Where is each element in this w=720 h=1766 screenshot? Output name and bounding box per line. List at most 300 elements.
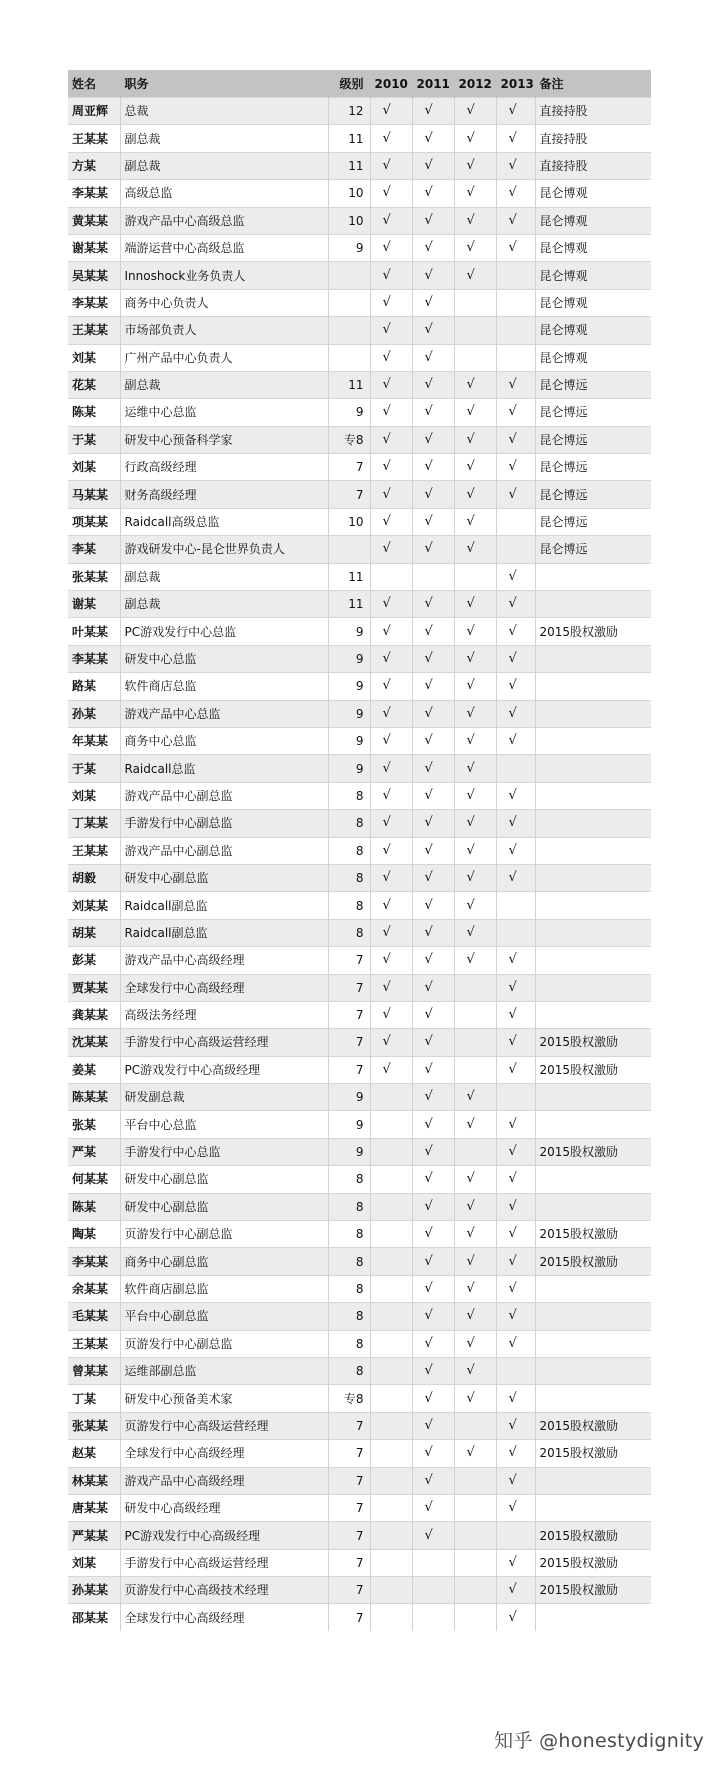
cell-2012 bbox=[454, 1522, 496, 1549]
cell-2012: √ bbox=[454, 262, 496, 289]
header-title: 职务 bbox=[120, 70, 328, 98]
cell-2013: √ bbox=[496, 234, 535, 261]
cell-level: 7 bbox=[328, 1522, 370, 1549]
cell-title: 全球发行中心高级经理 bbox=[120, 974, 328, 1001]
cell-2011: √ bbox=[412, 262, 454, 289]
cell-note: 昆仑博观 bbox=[535, 344, 651, 371]
cell-note bbox=[535, 591, 651, 618]
cell-2012: √ bbox=[454, 673, 496, 700]
cell-level: 8 bbox=[328, 1193, 370, 1220]
cell-note bbox=[535, 892, 651, 919]
cell-title: 游戏产品中心副总监 bbox=[120, 837, 328, 864]
cell-note bbox=[535, 1494, 651, 1521]
cell-name: 孙某某 bbox=[68, 1577, 120, 1604]
cell-title: 软件商店总监 bbox=[120, 673, 328, 700]
table-row bbox=[68, 1522, 651, 1549]
cell-note bbox=[535, 645, 651, 672]
cell-note bbox=[535, 1330, 651, 1357]
cell-level bbox=[328, 289, 370, 316]
cell-name: 王某某 bbox=[68, 125, 120, 152]
cell-title: 页游发行中心副总监 bbox=[120, 1330, 328, 1357]
cell-2011: √ bbox=[412, 1138, 454, 1165]
cell-2012: √ bbox=[454, 919, 496, 946]
cell-2013: √ bbox=[496, 1330, 535, 1357]
cell-2012: √ bbox=[454, 426, 496, 453]
cell-2010: √ bbox=[370, 919, 412, 946]
cell-2011: √ bbox=[412, 591, 454, 618]
cell-title: 商务中心负责人 bbox=[120, 289, 328, 316]
cell-note bbox=[535, 1604, 651, 1631]
cell-level: 9 bbox=[328, 1138, 370, 1165]
cell-2010: √ bbox=[370, 508, 412, 535]
table-row bbox=[68, 810, 651, 837]
employee-table bbox=[68, 70, 651, 1631]
cell-2010 bbox=[370, 563, 412, 590]
table-row bbox=[68, 1303, 651, 1330]
cell-name: 姜某 bbox=[68, 1056, 120, 1083]
cell-2013: √ bbox=[496, 1385, 535, 1412]
cell-2011: √ bbox=[412, 864, 454, 891]
cell-level: 8 bbox=[328, 837, 370, 864]
cell-title: 手游发行中心高级运营经理 bbox=[120, 1029, 328, 1056]
table-row bbox=[68, 1330, 651, 1357]
cell-name: 王某某 bbox=[68, 1330, 120, 1357]
cell-note: 2015股权激励 bbox=[535, 1412, 651, 1439]
cell-note: 昆仑博观 bbox=[535, 289, 651, 316]
cell-name: 路某 bbox=[68, 673, 120, 700]
cell-note bbox=[535, 673, 651, 700]
cell-2011: √ bbox=[412, 207, 454, 234]
cell-2011: √ bbox=[412, 1385, 454, 1412]
cell-2012: √ bbox=[454, 152, 496, 179]
cell-level: 8 bbox=[328, 810, 370, 837]
cell-2012: √ bbox=[454, 618, 496, 645]
cell-2013: √ bbox=[496, 1166, 535, 1193]
cell-2012 bbox=[454, 1494, 496, 1521]
cell-note: 2015股权激励 bbox=[535, 1549, 651, 1576]
cell-2011: √ bbox=[412, 837, 454, 864]
table-row bbox=[68, 919, 651, 946]
cell-name: 黄某某 bbox=[68, 207, 120, 234]
cell-name: 孙某 bbox=[68, 700, 120, 727]
cell-name: 谢某 bbox=[68, 591, 120, 618]
cell-2011: √ bbox=[412, 125, 454, 152]
cell-level: 9 bbox=[328, 673, 370, 700]
cell-2011: √ bbox=[412, 481, 454, 508]
cell-2013: √ bbox=[496, 947, 535, 974]
cell-2010 bbox=[370, 1138, 412, 1165]
cell-title: 行政高级经理 bbox=[120, 454, 328, 481]
table-row bbox=[68, 1275, 651, 1302]
cell-2012: √ bbox=[454, 1084, 496, 1111]
cell-name: 吴某某 bbox=[68, 262, 120, 289]
cell-note bbox=[535, 1467, 651, 1494]
cell-2010: √ bbox=[370, 399, 412, 426]
cell-level: 7 bbox=[328, 1494, 370, 1521]
cell-2010 bbox=[370, 1193, 412, 1220]
cell-name: 胡某 bbox=[68, 919, 120, 946]
cell-note: 直接持股 bbox=[535, 125, 651, 152]
cell-2011: √ bbox=[412, 1001, 454, 1028]
cell-title: Raidcall副总监 bbox=[120, 892, 328, 919]
cell-level: 9 bbox=[328, 399, 370, 426]
table-row bbox=[68, 1138, 651, 1165]
cell-level: 8 bbox=[328, 782, 370, 809]
cell-name: 毛某某 bbox=[68, 1303, 120, 1330]
cell-level: 专8 bbox=[328, 1385, 370, 1412]
cell-level: 8 bbox=[328, 1166, 370, 1193]
cell-2010: √ bbox=[370, 1056, 412, 1083]
cell-2012: √ bbox=[454, 1275, 496, 1302]
cell-2012 bbox=[454, 1604, 496, 1631]
table-row bbox=[68, 591, 651, 618]
cell-2013: √ bbox=[496, 1001, 535, 1028]
cell-2013: √ bbox=[496, 207, 535, 234]
cell-2013: √ bbox=[496, 426, 535, 453]
cell-2013 bbox=[496, 317, 535, 344]
cell-2011: √ bbox=[412, 1357, 454, 1384]
table-row bbox=[68, 1056, 651, 1083]
cell-2013 bbox=[496, 536, 535, 563]
cell-2012: √ bbox=[454, 1221, 496, 1248]
table-body bbox=[68, 98, 651, 1631]
cell-2011: √ bbox=[412, 1084, 454, 1111]
cell-level: 8 bbox=[328, 1357, 370, 1384]
cell-name: 刘某 bbox=[68, 1549, 120, 1576]
cell-2012 bbox=[454, 344, 496, 371]
cell-level: 8 bbox=[328, 1248, 370, 1275]
cell-2011: √ bbox=[412, 700, 454, 727]
cell-level: 9 bbox=[328, 618, 370, 645]
cell-2011: √ bbox=[412, 892, 454, 919]
cell-2012: √ bbox=[454, 727, 496, 754]
cell-2012 bbox=[454, 317, 496, 344]
cell-title: 副总裁 bbox=[120, 371, 328, 398]
table-row bbox=[68, 180, 651, 207]
cell-2011: √ bbox=[412, 536, 454, 563]
header-2013: 2013 bbox=[496, 70, 535, 98]
cell-name: 王某某 bbox=[68, 317, 120, 344]
table-row bbox=[68, 1193, 651, 1220]
table-row bbox=[68, 536, 651, 563]
cell-level bbox=[328, 317, 370, 344]
cell-2011: √ bbox=[412, 1111, 454, 1138]
table-row bbox=[68, 1385, 651, 1412]
cell-note bbox=[535, 864, 651, 891]
cell-note bbox=[535, 919, 651, 946]
cell-note bbox=[535, 1166, 651, 1193]
cell-title: 广州产品中心负责人 bbox=[120, 344, 328, 371]
cell-note bbox=[535, 755, 651, 782]
cell-2013: √ bbox=[496, 1577, 535, 1604]
cell-note: 昆仑博观 bbox=[535, 317, 651, 344]
cell-name: 余某某 bbox=[68, 1275, 120, 1302]
cell-2011: √ bbox=[412, 618, 454, 645]
cell-2010: √ bbox=[370, 1001, 412, 1028]
table-row bbox=[68, 755, 651, 782]
cell-2012: √ bbox=[454, 481, 496, 508]
cell-2011: √ bbox=[412, 1275, 454, 1302]
cell-2013: √ bbox=[496, 1029, 535, 1056]
cell-name: 李某某 bbox=[68, 1248, 120, 1275]
cell-2011: √ bbox=[412, 399, 454, 426]
cell-2010: √ bbox=[370, 673, 412, 700]
cell-2012 bbox=[454, 563, 496, 590]
cell-2011: √ bbox=[412, 1494, 454, 1521]
cell-2010: √ bbox=[370, 782, 412, 809]
cell-name: 陶某 bbox=[68, 1221, 120, 1248]
cell-name: 李某 bbox=[68, 536, 120, 563]
cell-name: 沈某某 bbox=[68, 1029, 120, 1056]
cell-level: 7 bbox=[328, 1467, 370, 1494]
cell-level: 8 bbox=[328, 1330, 370, 1357]
cell-2012 bbox=[454, 1056, 496, 1083]
cell-2011: √ bbox=[412, 371, 454, 398]
cell-title: 游戏产品中心高级总监 bbox=[120, 207, 328, 234]
watermark: 知乎 @honestydignity bbox=[494, 1730, 704, 1752]
cell-2013 bbox=[496, 1522, 535, 1549]
cell-2010: √ bbox=[370, 755, 412, 782]
cell-2012: √ bbox=[454, 508, 496, 535]
cell-2013: √ bbox=[496, 1138, 535, 1165]
cell-level bbox=[328, 344, 370, 371]
table-row bbox=[68, 1248, 651, 1275]
cell-note: 2015股权激励 bbox=[535, 1029, 651, 1056]
cell-title: 游戏产品中心高级经理 bbox=[120, 947, 328, 974]
cell-note bbox=[535, 810, 651, 837]
cell-2013: √ bbox=[496, 1303, 535, 1330]
cell-2011: √ bbox=[412, 1330, 454, 1357]
cell-2010 bbox=[370, 1248, 412, 1275]
cell-name: 严某 bbox=[68, 1138, 120, 1165]
cell-note: 2015股权激励 bbox=[535, 1248, 651, 1275]
cell-2011: √ bbox=[412, 454, 454, 481]
table-row bbox=[68, 1357, 651, 1384]
cell-title: PC游戏发行中心高级经理 bbox=[120, 1056, 328, 1083]
cell-name: 龚某某 bbox=[68, 1001, 120, 1028]
cell-2013: √ bbox=[496, 1275, 535, 1302]
cell-level bbox=[328, 262, 370, 289]
cell-title: 游戏产品中心总监 bbox=[120, 700, 328, 727]
cell-note: 昆仑博远 bbox=[535, 481, 651, 508]
cell-name: 丁某 bbox=[68, 1385, 120, 1412]
cell-level: 7 bbox=[328, 1056, 370, 1083]
cell-2013: √ bbox=[496, 618, 535, 645]
table-row bbox=[68, 481, 651, 508]
cell-title: 研发副总裁 bbox=[120, 1084, 328, 1111]
cell-2011: √ bbox=[412, 782, 454, 809]
cell-2011 bbox=[412, 1549, 454, 1576]
cell-2013 bbox=[496, 1084, 535, 1111]
cell-2013: √ bbox=[496, 837, 535, 864]
cell-2011: √ bbox=[412, 1467, 454, 1494]
cell-name: 林某某 bbox=[68, 1467, 120, 1494]
table-row bbox=[68, 673, 651, 700]
cell-2011 bbox=[412, 1577, 454, 1604]
cell-level: 专8 bbox=[328, 426, 370, 453]
cell-name: 邵某某 bbox=[68, 1604, 120, 1631]
cell-2010: √ bbox=[370, 536, 412, 563]
cell-2012: √ bbox=[454, 1385, 496, 1412]
cell-2013: √ bbox=[496, 1494, 535, 1521]
cell-2011: √ bbox=[412, 1522, 454, 1549]
cell-title: 全球发行中心高级经理 bbox=[120, 1440, 328, 1467]
cell-title: 副总裁 bbox=[120, 125, 328, 152]
cell-level: 8 bbox=[328, 864, 370, 891]
cell-2012: √ bbox=[454, 207, 496, 234]
cell-2012 bbox=[454, 1549, 496, 1576]
cell-name: 赵某 bbox=[68, 1440, 120, 1467]
table-row bbox=[68, 508, 651, 535]
table-row bbox=[68, 782, 651, 809]
cell-level: 9 bbox=[328, 727, 370, 754]
table-row bbox=[68, 426, 651, 453]
cell-2011: √ bbox=[412, 1303, 454, 1330]
cell-note bbox=[535, 1084, 651, 1111]
cell-2010 bbox=[370, 1494, 412, 1521]
cell-level: 7 bbox=[328, 947, 370, 974]
cell-2012: √ bbox=[454, 371, 496, 398]
table-row bbox=[68, 892, 651, 919]
cell-note: 2015股权激励 bbox=[535, 1056, 651, 1083]
cell-title: 商务中心副总监 bbox=[120, 1248, 328, 1275]
table-row bbox=[68, 1001, 651, 1028]
cell-2013: √ bbox=[496, 1412, 535, 1439]
cell-2012 bbox=[454, 1138, 496, 1165]
cell-2013 bbox=[496, 344, 535, 371]
cell-title: 研发中心预备科学家 bbox=[120, 426, 328, 453]
cell-2012: √ bbox=[454, 591, 496, 618]
cell-2013: √ bbox=[496, 180, 535, 207]
cell-note bbox=[535, 1001, 651, 1028]
cell-name: 谢某某 bbox=[68, 234, 120, 261]
cell-2011: √ bbox=[412, 508, 454, 535]
cell-2013 bbox=[496, 919, 535, 946]
cell-2013: √ bbox=[496, 727, 535, 754]
cell-2013: √ bbox=[496, 152, 535, 179]
cell-2012: √ bbox=[454, 755, 496, 782]
cell-2011: √ bbox=[412, 1440, 454, 1467]
cell-level: 11 bbox=[328, 152, 370, 179]
table-row bbox=[68, 344, 651, 371]
cell-level: 9 bbox=[328, 645, 370, 672]
table-row bbox=[68, 399, 651, 426]
cell-note: 昆仑博远 bbox=[535, 508, 651, 535]
table-row bbox=[68, 727, 651, 754]
cell-note: 昆仑博观 bbox=[535, 262, 651, 289]
cell-note: 昆仑博观 bbox=[535, 234, 651, 261]
cell-level: 11 bbox=[328, 371, 370, 398]
cell-name: 严某某 bbox=[68, 1522, 120, 1549]
cell-2013: √ bbox=[496, 1111, 535, 1138]
table-row bbox=[68, 98, 651, 125]
cell-2012: √ bbox=[454, 1248, 496, 1275]
cell-note bbox=[535, 947, 651, 974]
cell-2010: √ bbox=[370, 98, 412, 125]
cell-level bbox=[328, 536, 370, 563]
cell-2010 bbox=[370, 1275, 412, 1302]
cell-note: 昆仑博远 bbox=[535, 371, 651, 398]
cell-name: 于某 bbox=[68, 755, 120, 782]
cell-level: 9 bbox=[328, 1111, 370, 1138]
cell-title: PC游戏发行中心总监 bbox=[120, 618, 328, 645]
cell-2010: √ bbox=[370, 700, 412, 727]
cell-note bbox=[535, 782, 651, 809]
table-row bbox=[68, 1221, 651, 1248]
cell-title: 页游发行中心高级技术经理 bbox=[120, 1577, 328, 1604]
cell-name: 李某某 bbox=[68, 180, 120, 207]
cell-2011: √ bbox=[412, 727, 454, 754]
header-2011: 2011 bbox=[412, 70, 454, 98]
cell-title: 手游发行中心高级运营经理 bbox=[120, 1549, 328, 1576]
cell-title: 软件商店副总监 bbox=[120, 1275, 328, 1302]
cell-2010: √ bbox=[370, 947, 412, 974]
cell-2010: √ bbox=[370, 837, 412, 864]
cell-2010 bbox=[370, 1522, 412, 1549]
cell-note: 昆仑博观 bbox=[535, 207, 651, 234]
cell-2013: √ bbox=[496, 1604, 535, 1631]
header-2010: 2010 bbox=[370, 70, 412, 98]
cell-2012: √ bbox=[454, 810, 496, 837]
cell-title: 研发中心副总监 bbox=[120, 864, 328, 891]
cell-2010: √ bbox=[370, 1029, 412, 1056]
cell-2013: √ bbox=[496, 125, 535, 152]
cell-level: 7 bbox=[328, 454, 370, 481]
cell-2013 bbox=[496, 755, 535, 782]
cell-2010: √ bbox=[370, 371, 412, 398]
cell-2010 bbox=[370, 1330, 412, 1357]
table-row bbox=[68, 454, 651, 481]
cell-2011: √ bbox=[412, 344, 454, 371]
cell-2013: √ bbox=[496, 1549, 535, 1576]
cell-title: 手游发行中心总监 bbox=[120, 1138, 328, 1165]
cell-title: Raidcall高级总监 bbox=[120, 508, 328, 535]
cell-level: 10 bbox=[328, 180, 370, 207]
cell-2012 bbox=[454, 1001, 496, 1028]
cell-note: 昆仑博远 bbox=[535, 426, 651, 453]
cell-2012: √ bbox=[454, 645, 496, 672]
cell-2013 bbox=[496, 892, 535, 919]
cell-name: 张某某 bbox=[68, 1412, 120, 1439]
cell-level: 8 bbox=[328, 919, 370, 946]
cell-title: 总裁 bbox=[120, 98, 328, 125]
cell-note: 昆仑博远 bbox=[535, 399, 651, 426]
cell-level: 8 bbox=[328, 1303, 370, 1330]
cell-2011: √ bbox=[412, 1221, 454, 1248]
cell-level: 8 bbox=[328, 1275, 370, 1302]
cell-title: Raidcall总监 bbox=[120, 755, 328, 782]
cell-name: 何某某 bbox=[68, 1166, 120, 1193]
cell-note: 2015股权激励 bbox=[535, 1577, 651, 1604]
cell-2012 bbox=[454, 1467, 496, 1494]
cell-2010 bbox=[370, 1549, 412, 1576]
cell-2013: √ bbox=[496, 1467, 535, 1494]
cell-2012: √ bbox=[454, 1193, 496, 1220]
table-row bbox=[68, 289, 651, 316]
cell-2010: √ bbox=[370, 618, 412, 645]
cell-name: 丁某某 bbox=[68, 810, 120, 837]
cell-2010 bbox=[370, 1604, 412, 1631]
cell-2010: √ bbox=[370, 454, 412, 481]
cell-level: 11 bbox=[328, 563, 370, 590]
cell-2013: √ bbox=[496, 1221, 535, 1248]
table-row bbox=[68, 1084, 651, 1111]
cell-title: 运维中心总监 bbox=[120, 399, 328, 426]
cell-2012: √ bbox=[454, 399, 496, 426]
cell-title: 运维部副总监 bbox=[120, 1357, 328, 1384]
cell-title: 页游发行中心高级运营经理 bbox=[120, 1412, 328, 1439]
table-row bbox=[68, 618, 651, 645]
